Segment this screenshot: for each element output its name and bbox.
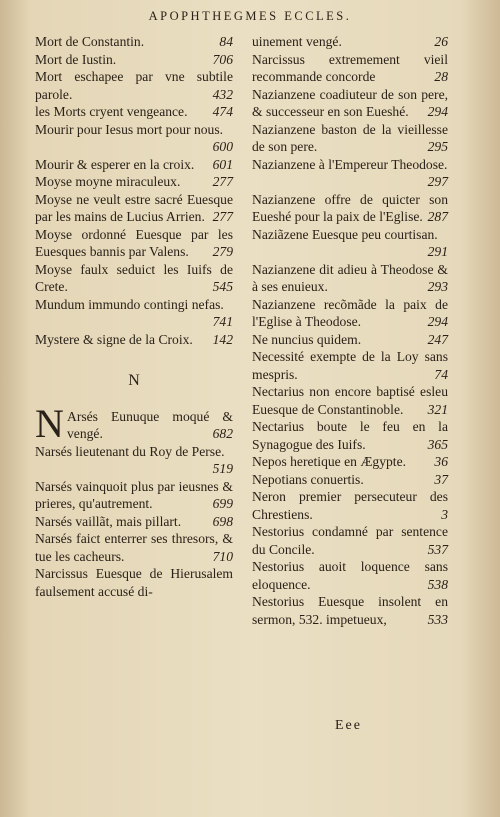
page-reference: 3	[441, 506, 448, 522]
index-entry	[35, 51, 233, 69]
index-entry	[252, 33, 448, 51]
page-reference: 533	[427, 611, 448, 627]
index-entry-text: Narsés vainquoit plus par ieusnes & prieres, qu'autrement.	[35, 478, 233, 511]
page-reference: 277	[212, 209, 233, 224]
index-entry-text: uinement vengé.	[252, 34, 342, 49]
page-reference: 698	[212, 513, 233, 529]
page-reference: 601	[212, 156, 233, 172]
page-reference: 741	[212, 314, 233, 329]
page-reference: 710	[212, 548, 233, 564]
signature-mark: Eee	[335, 718, 362, 733]
index-entry-text: Moyse ordonné Euesque par les Euesques bannis par Valens.	[35, 226, 233, 259]
page-reference: 287	[427, 209, 448, 224]
index-entry	[252, 558, 448, 593]
index-entry-text: Narcissus extremement vieil recommande concorde	[252, 51, 448, 84]
page-reference: 142	[212, 331, 233, 347]
index-entry-text: Narsés lieutenant du Roy de Perse.	[35, 443, 225, 459]
index-entry-text: Arsés Eunuque moqué & vengé.	[67, 408, 233, 441]
index-entry	[35, 400, 233, 446]
index-entry	[252, 331, 448, 349]
index-entry-text: Necessité exempte de la Loy sans mespris.	[252, 349, 448, 382]
index-entry-text: Narcissus Euesque de Hierusalem faulsement accusé di-	[35, 566, 233, 599]
index-entry-text: Mourir & esperer en la croix.	[35, 156, 195, 172]
index-entry	[35, 156, 233, 174]
page-reference: 294	[427, 104, 448, 119]
page-reference: 247	[427, 331, 448, 347]
index-entry-text: Narsés faict enterrer ses thresors, & tue les cacheurs.	[35, 531, 233, 564]
index-entry	[252, 51, 448, 86]
index-entry-text: Nepotians conuertis.	[252, 471, 364, 487]
index-entry	[252, 523, 448, 558]
index-entry	[35, 565, 233, 600]
index-column-right	[252, 33, 448, 628]
index-entry-text: Nestorius auoit loquence sans eloquence.	[252, 559, 448, 592]
page-reference: 365	[427, 436, 448, 452]
index-entry	[35, 68, 233, 103]
index-entry-text: Nazianzene recõmãde la paix de l'Eglise à Theodose.	[252, 296, 448, 329]
page-reference: 699	[212, 496, 233, 511]
index-entry-text: les Morts cryent vengeance.	[35, 104, 188, 119]
page-reference: 279	[212, 244, 233, 259]
index-entry	[35, 173, 233, 191]
index-entry-text: Nazianzene à l'Empereur Theodose.	[252, 156, 448, 172]
drop-cap: N	[35, 400, 64, 446]
page-reference: 297	[427, 174, 448, 189]
index-entry	[252, 121, 448, 156]
index-entry	[35, 103, 233, 121]
page-reference: 37	[434, 471, 448, 487]
running-head: APOPHTHEGMES ECCLES.	[148, 9, 352, 23]
index-entry	[252, 453, 448, 471]
index-entry-text: Naziãzene Euesque peu courtisan.	[252, 226, 438, 242]
index-entry-text: Ne nuncius quidem.	[252, 331, 362, 347]
index-entry-text: Nestorius Euesque insolent en sermon, 532. impetueux,	[252, 594, 448, 627]
index-entry	[35, 296, 233, 331]
index-entry	[252, 86, 448, 121]
index-entry-text: Nazianzene baston de la vieillesse de son pere.	[252, 121, 448, 154]
index-entry-text: Mort eschapee par vne subtile parole.	[35, 69, 233, 102]
index-entry-text: Mort de Constantin.	[35, 34, 145, 49]
page-reference: 519	[212, 461, 233, 476]
page-reference: 474	[212, 104, 233, 119]
index-entry	[252, 418, 448, 453]
index-entry-text: Nepos heretique en Ægypte.	[252, 454, 407, 469]
index-entry	[252, 348, 448, 383]
index-entry	[252, 488, 448, 523]
index-entry-text: Nazianzene coadiuteur de son pere, & successeur en son Eueshé.	[252, 86, 448, 119]
index-entry	[252, 296, 448, 331]
page-reference: 538	[427, 576, 448, 592]
page-reference: 293	[427, 279, 448, 294]
index-entry-text: Mort de Iustin.	[35, 51, 117, 67]
index-entry	[252, 156, 448, 191]
index-entry	[35, 261, 233, 296]
page-reference: 26	[434, 34, 448, 49]
index-entry-text: Nectarius boute le feu en la Synagogue des Iuifs.	[252, 419, 448, 452]
index-entry-text: Moyse moyne miraculeux.	[35, 174, 181, 189]
page-reference: 545	[212, 279, 233, 294]
page-reference: 291	[427, 244, 448, 259]
page-reference: 84	[219, 34, 233, 49]
index-entry	[252, 471, 448, 489]
index-column-left	[35, 33, 233, 600]
page-reference: 294	[427, 314, 448, 329]
index-entry-text: Nectarius non encore baptisé esleu Euesque de Constantinoble.	[252, 384, 448, 417]
index-entry	[35, 478, 233, 513]
index-entry	[35, 443, 233, 478]
index-entry-text: Narsés vaillãt, mais pillart.	[35, 513, 182, 529]
index-entry	[35, 331, 233, 349]
page-reference: 600	[212, 139, 233, 154]
index-entry-text: Nazianzene dit adieu à Theodose & à ses enuieux.	[252, 261, 448, 294]
index-entry	[252, 383, 448, 418]
page-reference: 36	[434, 454, 448, 469]
index-entry	[35, 33, 233, 51]
index-entry	[252, 261, 448, 296]
index-entry-text: Nestorius condamné par sentence du Concile.	[252, 524, 448, 557]
page-reference: 706	[212, 51, 233, 67]
index-entry-text: Neron premier persecuteur des Chrestiens.	[252, 489, 448, 522]
page-reference: 432	[212, 86, 233, 102]
page-reference: 682	[212, 426, 233, 441]
page-reference: 295	[427, 139, 448, 154]
index-entry	[252, 593, 448, 628]
index-entry-text: Nazianzene offre de quicter son Eueshé pour la paix de l'Eglise.	[252, 191, 448, 224]
index-entry	[35, 191, 233, 226]
index-entry	[35, 226, 233, 261]
index-entry	[35, 513, 233, 531]
index-entry	[252, 226, 448, 261]
page-reference: 28	[434, 69, 448, 84]
index-entry	[252, 191, 448, 226]
index-entry-text: Mundum immundo contingi nefas.	[35, 296, 224, 312]
index-entry-text: Moyse ne veult estre sacré Euesque par les mains de Lucius Arrien.	[35, 191, 233, 224]
index-entry-text: Mystere & signe de la Croix.	[35, 331, 193, 347]
page-reference: 74	[434, 366, 448, 382]
index-entry-text: Moyse faulx seduict les Iuifs de Crete.	[35, 261, 233, 294]
page-reference: 321	[427, 401, 448, 417]
index-entry	[35, 530, 233, 565]
index-entry	[35, 121, 233, 156]
page-reference: 277	[212, 174, 233, 189]
page-reference: 537	[427, 541, 448, 557]
section-letter: N	[128, 372, 140, 389]
index-entry-text: Mourir pour Iesus mort pour nous.	[35, 121, 224, 137]
